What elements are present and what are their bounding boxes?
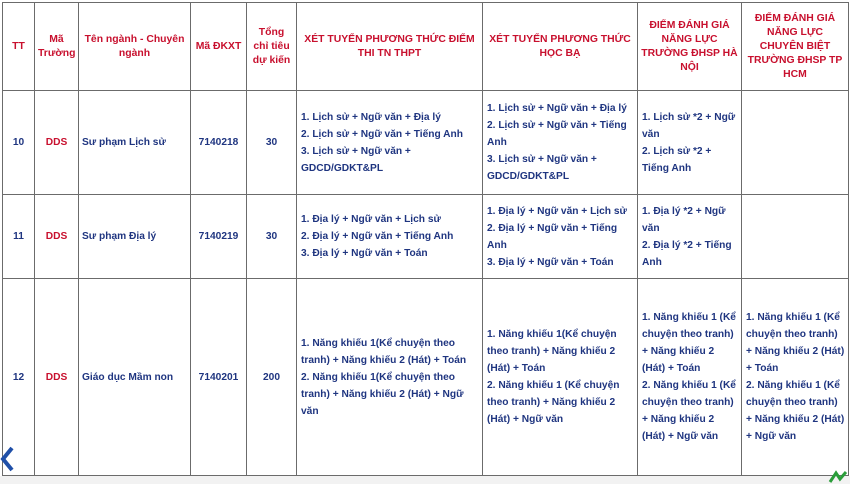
combo-line: 3. Lịch sử + Ngữ văn + GDCD/GDKT&PL [487, 154, 597, 183]
combo-line: 1. Năng khiếu 1(Kể chuyện theo tranh) + Năng khiếu 2 (Hát) + Toán [487, 329, 617, 375]
row-tt: 12 [3, 279, 35, 476]
row-dgnl-hcm [742, 91, 849, 195]
combo-line: 1. Năng khiếu 1 (Kể chuyện theo tranh) + Năng khiếu 2 (Hát) + Toán [746, 312, 845, 375]
combo-line: 1. Lịch sử *2 + Ngữ văn [642, 111, 736, 140]
row-tt: 11 [3, 195, 35, 279]
row-thpt [297, 195, 483, 279]
chevron-left-icon [0, 446, 14, 472]
row-hocba [483, 91, 638, 195]
row-ten-nganh: Sư phạm Địa lý [79, 195, 191, 279]
combo-line: 2. Năng khiếu 1 (Kể chuyện theo tranh) + Năng khiếu 2 (Hát) + Ngữ văn [642, 380, 736, 443]
combo-line: 3. Địa lý + Ngữ văn + Toán [487, 256, 614, 268]
header-tt: TT [3, 3, 35, 91]
row-ten-nganh: Giáo dục Mầm non [79, 279, 191, 476]
header-row [3, 3, 849, 91]
combo-line: 1. Địa lý + Ngữ văn + Lịch sử [487, 205, 627, 217]
row-ma-truong: DDS [35, 195, 79, 279]
combo-line: 2. Lịch sử + Ngữ văn + Tiếng Anh [487, 120, 627, 149]
combo-line: 2. Lịch sử *2 + Tiếng Anh [642, 145, 712, 174]
header-tong-chi-tieu: Tổng chỉ tiêu dự kiến [247, 3, 297, 91]
table-row [3, 279, 849, 476]
combo-line: 2. Năng khiếu 1 (Kể chuyện theo tranh) + Năng khiếu 2 (Hát) + Ngữ văn [487, 380, 620, 426]
combo-line: 2. Lịch sử + Ngữ văn + Tiếng Anh [301, 128, 463, 140]
row-ma-dkxt: 7140219 [191, 195, 247, 279]
row-ten-nganh: Sư phạm Lịch sử [79, 91, 191, 195]
row-ma-dkxt: 7140201 [191, 279, 247, 476]
row-dgnl-hn [638, 279, 742, 476]
combo-line: 1. Địa lý + Ngữ văn + Lịch sử [301, 214, 441, 226]
table-row [3, 195, 849, 279]
admission-table [2, 2, 849, 476]
row-hocba [483, 279, 638, 476]
combo-line: 1. Năng khiếu 1(Kể chuyện theo tranh) + Năng khiếu 2 (Hát) + Toán [301, 337, 467, 366]
row-dgnl-hcm [742, 195, 849, 279]
combo-line: 3. Lịch sử + Ngữ văn + GDCD/GDKT&PL [301, 145, 411, 174]
bottom-strip [0, 476, 850, 484]
row-tt: 10 [3, 91, 35, 195]
combo-line: 2. Địa lý *2 + Tiếng Anh [642, 239, 732, 268]
header-ma-dkxt: Mã ĐKXT [191, 3, 247, 91]
row-hocba [483, 195, 638, 279]
row-ma-dkxt: 7140218 [191, 91, 247, 195]
header-dgnl-hn: ĐIỂM ĐÁNH GIÁ NĂNG LỰC TRƯỜNG ĐHSP HÀ NỘI [638, 3, 742, 91]
combo-line: 1. Địa lý *2 + Ngữ văn [642, 205, 726, 234]
row-dgnl-hn [638, 91, 742, 195]
row-thpt [297, 91, 483, 195]
header-ma-truong: Mã Trường [35, 3, 79, 91]
row-dgnl-hcm [742, 279, 849, 476]
row-dgnl-hn [638, 195, 742, 279]
combo-line: 1. Lịch sử + Ngữ văn + Địa lý [487, 103, 627, 115]
row-ma-truong: DDS [35, 91, 79, 195]
row-chi-tieu: 30 [247, 91, 297, 195]
row-chi-tieu: 200 [247, 279, 297, 476]
header-ten-nganh: Tên ngành - Chuyên ngành [79, 3, 191, 91]
row-thpt [297, 279, 483, 476]
combo-line: 2. Địa lý + Ngữ văn + Tiếng Anh [301, 231, 454, 243]
combo-line: 1. Năng khiếu 1 (Kể chuyện theo tranh) + Năng khiếu 2 (Hát) + Toán [642, 312, 736, 375]
header-pt-thpt: XÉT TUYỂN PHƯƠNG THỨC ĐIỂM THI TN THPT [297, 3, 483, 91]
combo-line: 2. Năng khiếu 1 (Kể chuyện theo tranh) + Năng khiếu 2 (Hát) + Ngữ văn [746, 380, 845, 443]
row-ma-truong: DDS [35, 279, 79, 476]
brand-logo-icon [828, 470, 848, 484]
combo-line: 2. Năng khiếu 1(Kể chuyện theo tranh) + Năng khiếu 2 (Hát) + Ngữ văn [301, 371, 464, 417]
table-row [3, 91, 849, 195]
header-pt-hocba: XÉT TUYỂN PHƯƠNG THỨC HỌC BẠ [483, 3, 638, 91]
combo-line: 3. Địa lý + Ngữ văn + Toán [301, 248, 428, 260]
header-dgnl-hcm: ĐIỂM ĐÁNH GIÁ NĂNG LỰC CHUYÊN BIỆT TRƯỜNG ĐHSP TP HCM [742, 3, 849, 91]
combo-line: 1. Lịch sử + Ngữ văn + Địa lý [301, 111, 441, 123]
row-chi-tieu: 30 [247, 195, 297, 279]
combo-line: 2. Địa lý + Ngữ văn + Tiếng Anh [487, 222, 618, 251]
